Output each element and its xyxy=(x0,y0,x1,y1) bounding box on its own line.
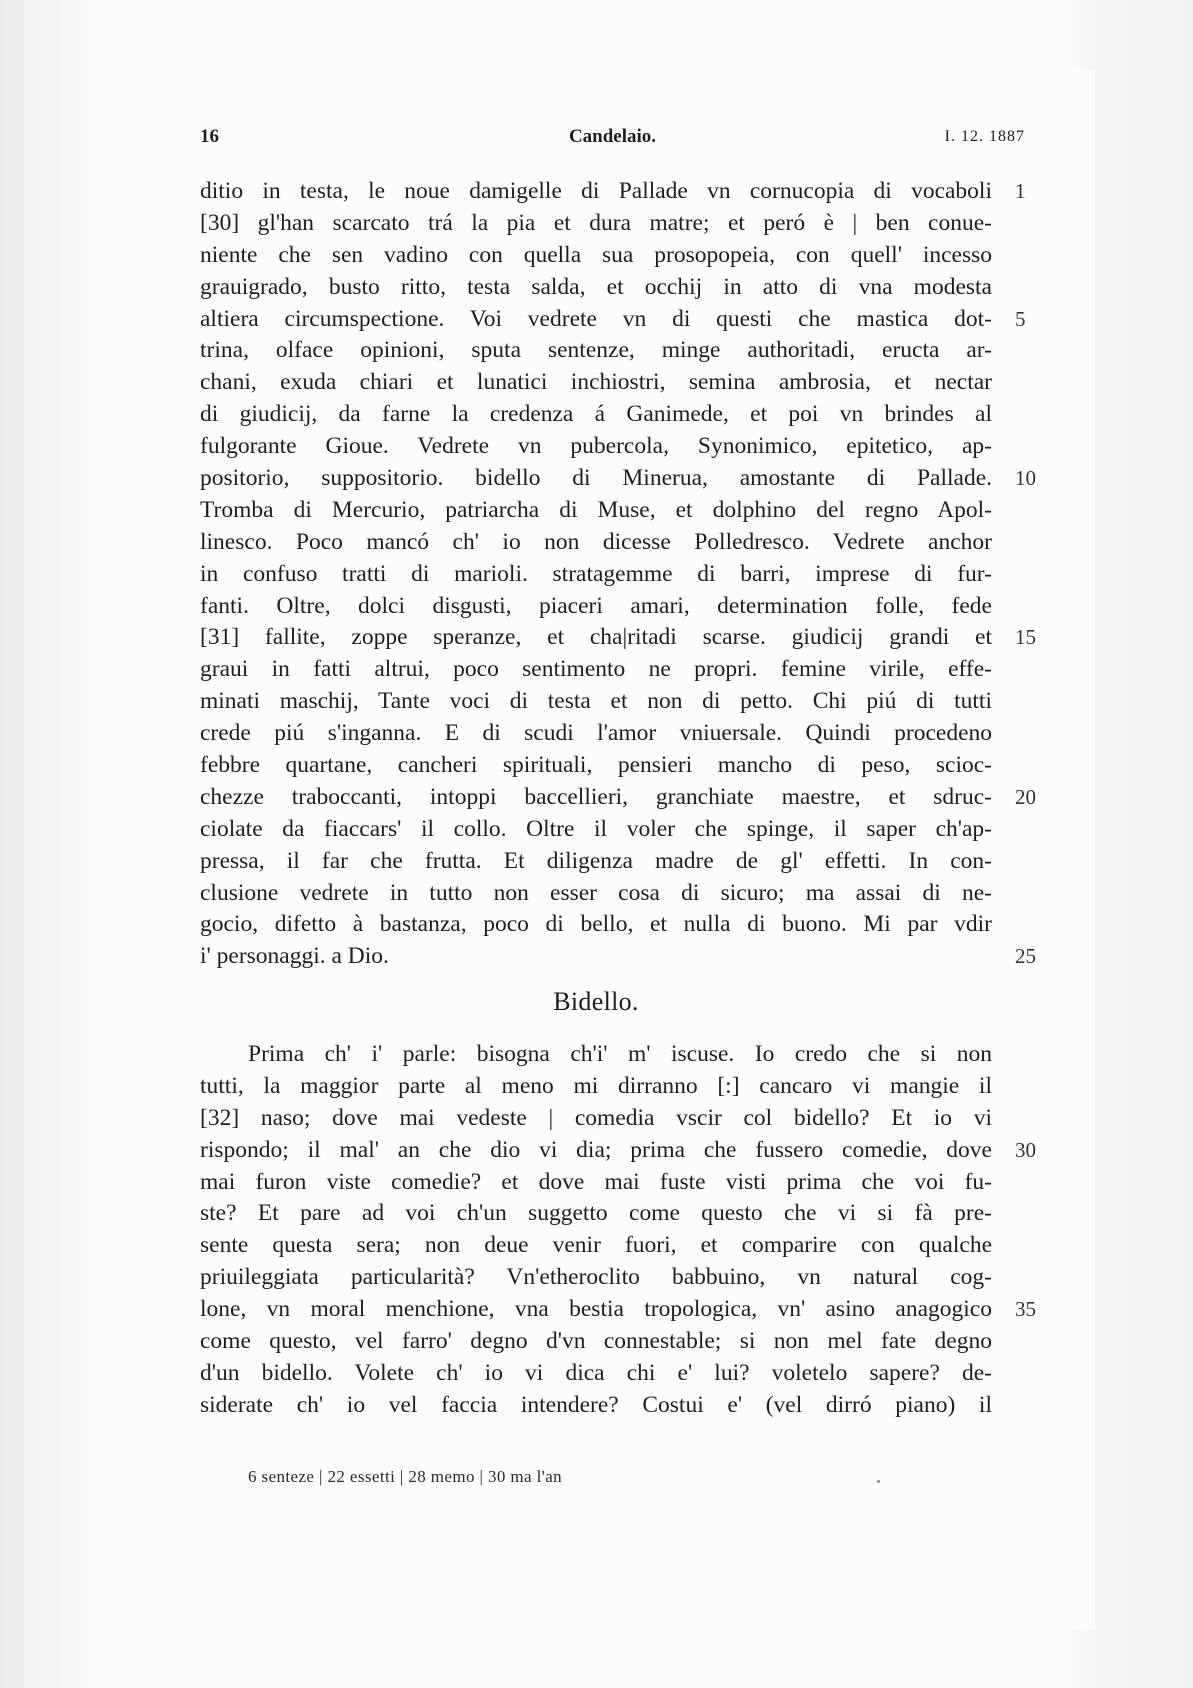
line-number: 15 xyxy=(1015,625,1036,650)
line-number: 5 xyxy=(1015,306,1026,331)
line-number: 35 xyxy=(1015,1297,1036,1322)
line-text: linesco. Poco mancó ch' io non dicesse Polledresco. Vedrete anchor xyxy=(200,528,992,555)
line-text: crede piú s'inganna. E di scudi l'amor vniuersale. Quindi procedeno xyxy=(200,720,992,747)
text-line xyxy=(200,909,990,941)
line-text: ciolate da fiaccars' il collo. Oltre il voler che spinge, il saper ch'ap- xyxy=(200,815,992,842)
line-text: altiera circumspectione. Voi vedrete vn di questi che mastica dot- xyxy=(200,305,992,332)
text-line xyxy=(200,527,990,559)
line-text: come questo, vel farro' degno d'vn connestable; si non mel fate degno xyxy=(200,1328,992,1355)
text-line xyxy=(200,1039,990,1071)
line-text: mai furon viste comedie? et dove mai fuste visti prima che voi fu- xyxy=(200,1168,992,1195)
text-line xyxy=(200,1167,990,1199)
line-number: 20 xyxy=(1015,784,1036,809)
running-reference: I. 12. 1887 xyxy=(944,128,1025,145)
text-line xyxy=(200,1071,990,1103)
text-line xyxy=(200,1326,990,1358)
running-title: Candelaio. xyxy=(568,126,657,147)
line-text: grauigrado, busto ritto, testa salda, et occhij in atto di vna modesta xyxy=(200,273,992,300)
text-line xyxy=(200,1103,990,1135)
line-text: febbre quartane, cancheri spirituali, pensieri mancho di peso, scioc- xyxy=(200,752,992,779)
text-line xyxy=(200,718,990,750)
line-text: d'un bidello. Volete ch' io vi dica chi e' lui? voletelo sapere? de- xyxy=(200,1359,992,1386)
footnote-variants: 6 senteze | 22 essetti | 28 memo | 30 ma l'an xyxy=(248,1467,563,1486)
text-line xyxy=(200,399,990,431)
scan-speck xyxy=(877,1480,880,1483)
line-text: positorio, suppositorio. bidello di Minerua, amostante di Pallade. xyxy=(200,465,992,492)
text-line xyxy=(200,1262,990,1294)
line-text: ste? Et pare ad voi ch'un suggetto come questo che vi si fà pre- xyxy=(200,1200,992,1227)
text-line xyxy=(200,941,1036,973)
line-text: i' personaggi. a Dio. xyxy=(200,943,389,970)
text-line xyxy=(200,559,990,591)
text-line xyxy=(200,335,990,367)
text-line xyxy=(200,622,1036,654)
line-text: clusione vedrete in tutto non esser cosa di sicuro; ma assai di ne- xyxy=(200,879,992,906)
line-text: Tromba di Mercurio, patriarcha di Muse, et dolphino del regno Apol- xyxy=(200,496,992,523)
line-text: in confuso tratti di marioli. stratagemme di barri, imprese di fur- xyxy=(200,560,992,587)
text-line xyxy=(200,782,1036,814)
line-text: sente questa sera; non deue venir fuori, et comparire con qualche xyxy=(200,1232,992,1259)
text-line xyxy=(200,1390,990,1422)
text-line xyxy=(200,367,990,399)
line-text: fanti. Oltre, dolci disgusti, piaceri amari, determination folle, fede xyxy=(200,592,992,619)
text-line xyxy=(200,1135,1036,1167)
line-text: rispondo; il mal' an che dio vi dia; prima che fussero comedie, dove xyxy=(200,1136,992,1163)
text-line xyxy=(200,304,1026,336)
line-text: priuileggiata particularità? Vn'etheroclito babbuino, vn natural cog- xyxy=(200,1264,992,1291)
text-line xyxy=(200,463,1036,495)
text-line xyxy=(200,591,990,623)
line-text: chani, exuda chiari et lunatici inchiostri, semina ambrosia, et nectar xyxy=(200,369,992,396)
text-line xyxy=(200,654,990,686)
text-line xyxy=(200,272,990,304)
page-number: 16 xyxy=(200,126,219,147)
text-line xyxy=(200,1294,1036,1326)
line-number: 10 xyxy=(1015,466,1036,491)
speaker-heading: Bidello. xyxy=(553,987,639,1016)
text-line xyxy=(200,1230,990,1262)
text-line xyxy=(200,176,1026,208)
line-text: minati maschij, Tante voci di testa et non di petto. Chi piú di tutti xyxy=(200,688,992,715)
line-text: tutti, la maggior parte al meno mi dirranno [:] cancaro vi mangie il xyxy=(200,1072,992,1099)
line-text: fulgorante Gioue. Vedrete vn pubercola, Synonimico, epitetico, ap- xyxy=(200,433,992,460)
line-text: [30] gl'han scarcato trá la pia et dura matre; et peró è | ben conue- xyxy=(200,209,992,236)
text-line xyxy=(200,686,990,718)
line-number: 1 xyxy=(1015,179,1026,203)
line-text: lone, vn moral menchione, vna bestia tropologica, vn' asino anagogico xyxy=(200,1296,992,1323)
text-line xyxy=(200,846,990,878)
line-text: [31] fallite, zoppe speranze, et cha|ritadi scarse. giudicij grandi et xyxy=(200,624,992,651)
line-text: gocio, difetto à bastanza, poco di bello, et nulla di buono. Mi par vdir xyxy=(200,911,992,938)
line-text: Prima ch' i' parle: bisogna ch'i' m' iscuse. Io credo che si non xyxy=(248,1041,992,1067)
text-line xyxy=(200,495,990,527)
text-line xyxy=(200,208,990,240)
line-text: [32] naso; dove mai vedeste | comedia vscir col bidello? Et io vi xyxy=(200,1104,992,1131)
text-line xyxy=(200,431,990,463)
text-line xyxy=(200,878,990,910)
line-text: chezze traboccanti, intoppi baccellieri, granchiate maestre, et sdruc- xyxy=(200,783,992,810)
line-number: 30 xyxy=(1015,1137,1036,1162)
text-line xyxy=(200,814,990,846)
line-text: di giudicij, da farne la credenza á Ganimede, et poi vn brindes al xyxy=(200,401,992,428)
line-number: 25 xyxy=(1015,944,1036,969)
text-line xyxy=(200,1358,990,1390)
line-text: ditio in testa, le noue damigelle di Pallade vn cornucopia di vocaboli xyxy=(200,178,992,204)
text-line xyxy=(200,1198,990,1230)
text-line xyxy=(200,240,990,272)
running-head xyxy=(200,126,1025,156)
line-text: siderate ch' io vel faccia intendere? Costui e' (vel dirró piano) il xyxy=(200,1391,992,1418)
line-text: pressa, il far che frutta. Et diligenza madre de gl' effetti. In con- xyxy=(200,847,992,874)
text-line xyxy=(200,750,990,782)
prose-block-bidello xyxy=(200,1039,1036,1422)
line-text: niente che sen vadino con quella sua prosopopeia, con quell' incesso xyxy=(200,241,992,268)
line-text: trina, olface opinioni, sputa sentenze, minge authoritadi, eructa ar- xyxy=(200,337,992,364)
line-text: graui in fatti altrui, poco sentimento ne propri. femine virile, effe- xyxy=(200,656,992,683)
prose-block-prologue xyxy=(200,176,1036,973)
